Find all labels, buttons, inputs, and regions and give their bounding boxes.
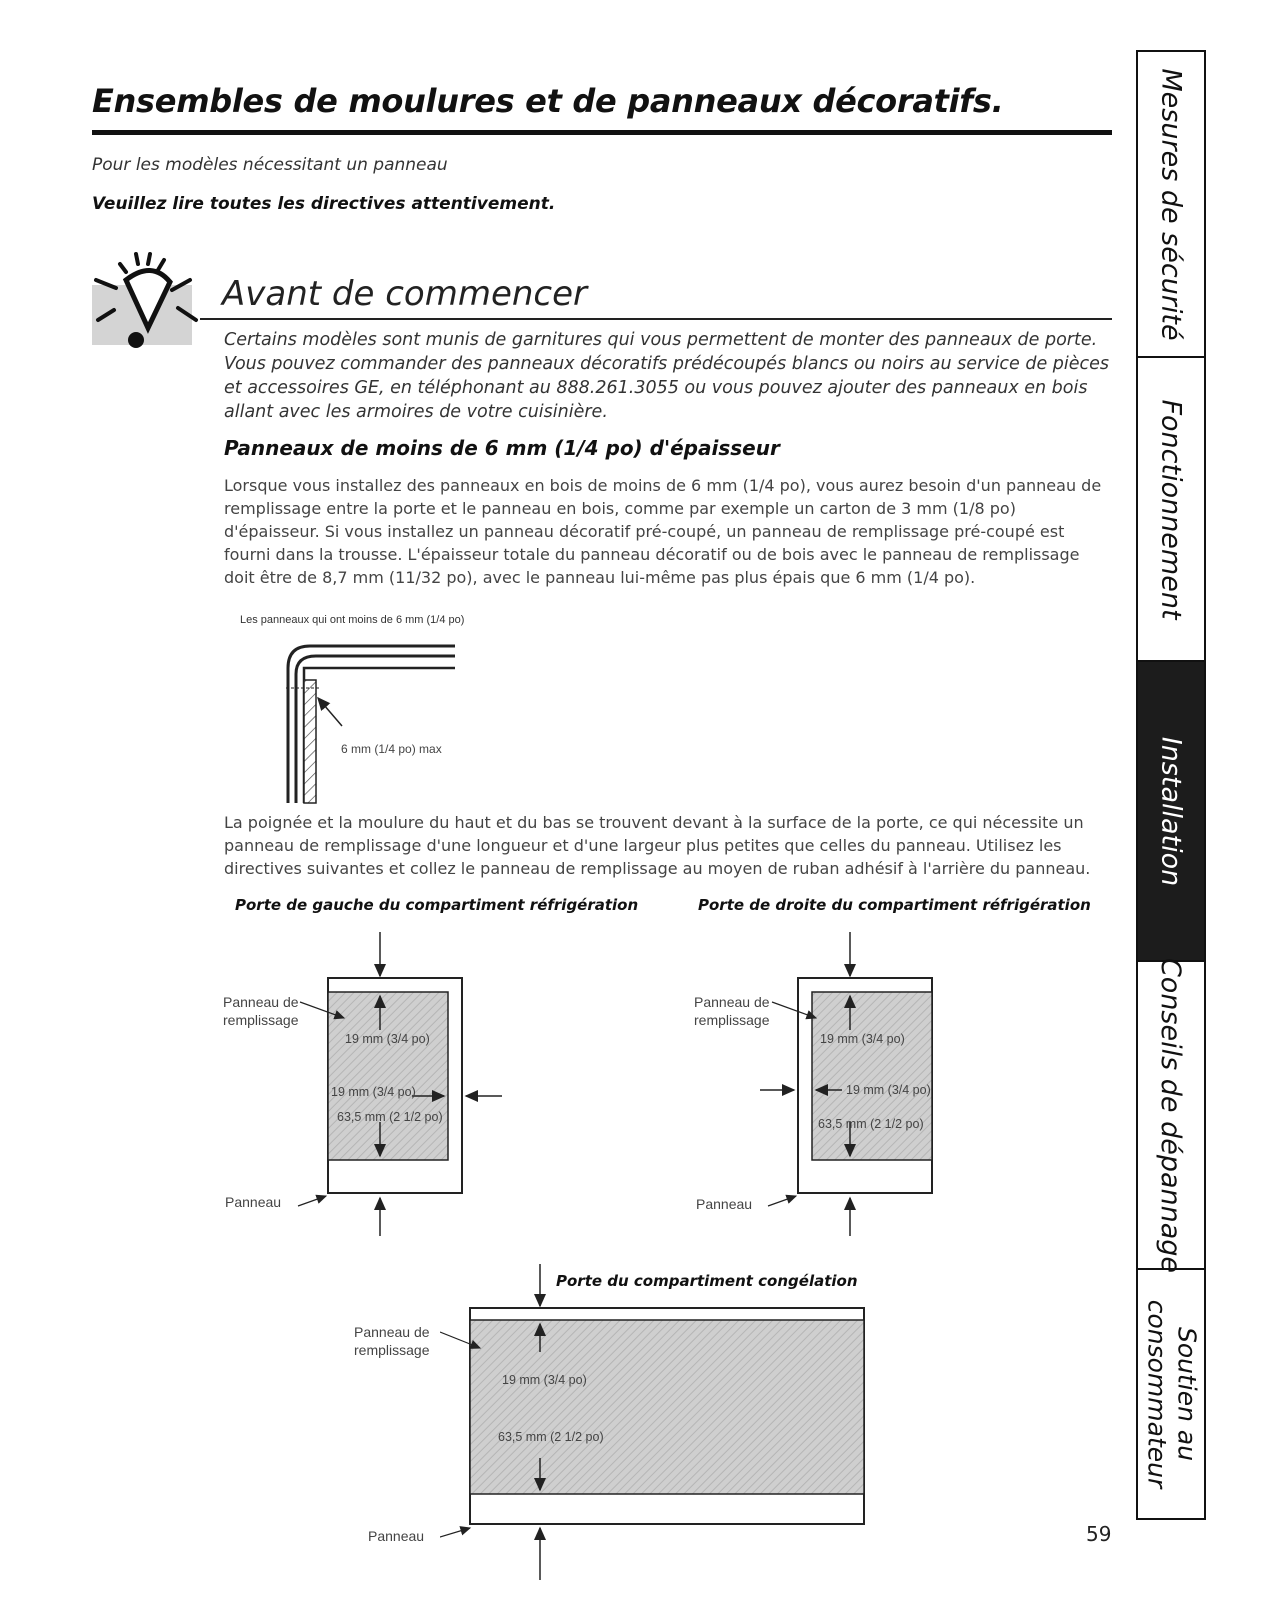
body-text-1: Lorsque vous installez des panneaux en bois de moins de 6 mm (1/4 po), vous aurez besoin d'un panneau de remplissage entre la porte et le panneau en bois, comme par exemple un carton de 3 mm (1/8 po) d'épaisseur. Si vous installez un panneau décoratif pré-coupé, un panneau de remplissage pré-coupé est fourni dans la trousse. L'épaisseur totale du panneau décoratif ou de bois avec le panneau de remplissage doit être de 8,7 mm (11/32 po), avec le panneau lui-même pas plus épais que 6 mm (1/4 po).	[224, 476, 1102, 587]
freezer-m-top: 19 mm (3/4 po)	[502, 1373, 587, 1387]
freezer-panel-label: Panneau	[368, 1528, 425, 1544]
max-thickness-label: 6 mm (1/4 po) max	[341, 742, 442, 756]
right-m-side: 19 mm (3/4 po)	[846, 1083, 931, 1097]
left-m-bottom: 63,5 mm (2 1/2 po)	[337, 1110, 443, 1124]
freezer-filler-label-1: Panneau de	[354, 1324, 430, 1340]
tab-conseils-de-depannage[interactable]: Conseils de dépannage	[1138, 962, 1204, 1270]
tab-soutien-au-consommateur[interactable]: Soutien au consommateur	[1142, 1299, 1202, 1489]
right-m-bottom: 63,5 mm (2 1/2 po)	[818, 1117, 924, 1131]
left-m-side: 19 mm (3/4 po)	[331, 1085, 416, 1099]
section-heading: Avant de commencer	[222, 274, 588, 314]
cross-section-diagram	[280, 638, 480, 808]
warning-icon	[92, 250, 212, 360]
body-text-2: La poignée et la moulure du haut et du bas se trouvent devant à la surface de la porte, ce qui nécessite un panneau de remplissage d'une longueur et d'une largeur plus petites que celles du panneau. Utilisez les directives suivantes et collez le panneau de remplissage au moyen de ruban adhésif à l'arrière du panneau.	[224, 813, 1091, 878]
left-filler-label-1: Panneau de	[223, 994, 299, 1010]
title-rule	[92, 130, 1112, 135]
left-m-top: 19 mm (3/4 po)	[345, 1032, 430, 1046]
freezer-door-title: Porte du compartiment congélation	[556, 1272, 858, 1290]
right-filler-label-2: remplissage	[694, 1012, 770, 1028]
left-filler-label-2: remplissage	[223, 1012, 299, 1028]
intro-text: Certains modèles sont munis de garnitures qui vous permettent de monter des panneaux de porte. Vous pouvez commander des panneaux décoratifs prédécoupés blancs ou noirs au service de pièces et accessoires GE, en téléphonant au 888.261.3055 ou vous pouvez ajouter des panneaux en bois allant avec les armoires de votre cuisinière.	[224, 330, 1110, 422]
freezer-m-bottom: 63,5 mm (2 1/2 po)	[498, 1430, 604, 1444]
left-door-title: Porte de gauche du compartiment réfrigération	[235, 896, 639, 914]
right-door-title: Porte de droite du compartiment réfrigération	[698, 896, 1091, 914]
tab-fonctionnement[interactable]: Fonctionnement	[1138, 358, 1204, 662]
right-panel-label: Panneau	[696, 1196, 753, 1212]
left-panel-label: Panneau	[225, 1194, 282, 1210]
tab-mesures-de-securite[interactable]: Mesures de sécurité	[1138, 52, 1204, 358]
section-rule	[200, 318, 1112, 320]
small-diagram-caption: Les panneaux qui ont moins de 6 mm (1/4 po)	[240, 614, 465, 626]
subheading: Panneaux de moins de 6 mm (1/4 po) d'épaisseur	[224, 436, 780, 460]
page-title: Ensembles de moulures et de panneaux décoratifs.	[92, 82, 1004, 120]
page-number: 59	[1086, 1522, 1112, 1546]
freezer-filler-label-2: remplissage	[354, 1342, 430, 1358]
page-subtitle: Pour les modèles nécessitant un panneau	[92, 155, 448, 175]
right-m-top: 19 mm (3/4 po)	[820, 1032, 905, 1046]
right-filler-label-1: Panneau de	[694, 994, 770, 1010]
tab-installation[interactable]: Installation	[1138, 662, 1204, 962]
freezer-door-diagram	[440, 1262, 880, 1582]
section-tabs	[1136, 50, 1206, 1520]
read-notice: Veuillez lire toutes les directives attentivement.	[92, 194, 556, 214]
